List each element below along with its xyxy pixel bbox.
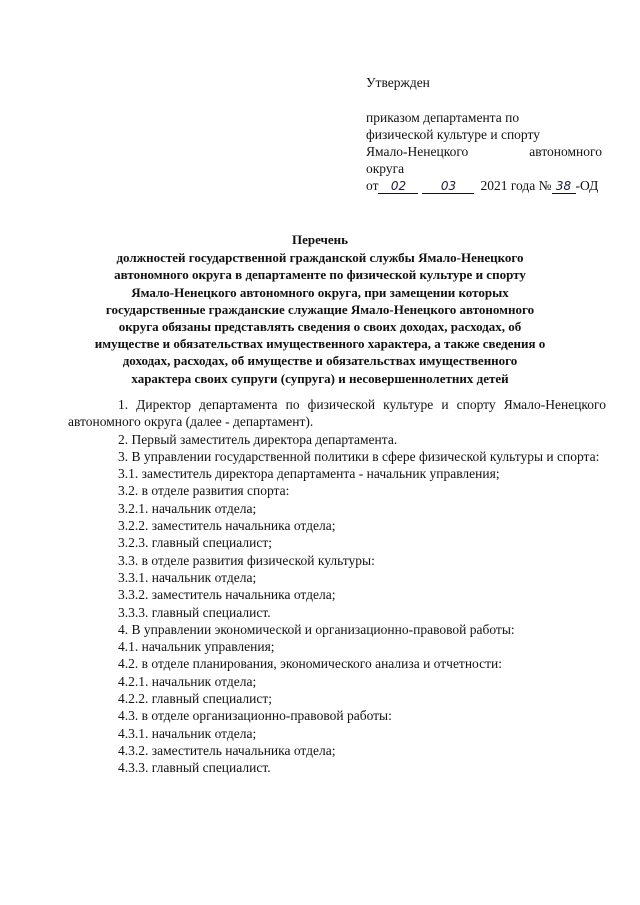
list-item: 1. Директор департамента по физической культуре и спорту Ямало-Ненецкого автономного округа (далее - департамент). bbox=[68, 397, 606, 430]
date-prefix: от bbox=[366, 178, 379, 193]
subtitle-line: должностей государственной гражданской службы Ямало-Ненецкого bbox=[116, 250, 524, 266]
approval-line-3 bbox=[366, 143, 602, 160]
subtitle-line: характера своих супруги (супруга) и несовершеннолетних детей bbox=[131, 370, 509, 386]
approval-line-1: приказом департамента по bbox=[366, 110, 520, 125]
subtitle-line: автономного округа в департаменте по физической культуре и спорту bbox=[114, 267, 526, 283]
list-item: 3.1. заместитель директора департамента - начальник управления; bbox=[118, 466, 500, 482]
list-item: 3.2. в отделе развития спорта: bbox=[118, 483, 290, 499]
list-item: 4.2.1. начальник отдела; bbox=[118, 673, 257, 689]
approval-block bbox=[366, 74, 602, 194]
list-item: 3. В управлении государственной политики в сфере физической культуры и спорта: bbox=[118, 448, 600, 464]
handwritten-day: 02 bbox=[378, 179, 418, 194]
list-item: 3.2.3. главный специалист; bbox=[118, 535, 272, 551]
list-item: 4. В управлении экономической и организационно-правовой работы: bbox=[118, 621, 515, 637]
document-subtitle bbox=[86, 249, 554, 387]
subtitle-line: имуществе и обязательствах имущественного характера, а также сведения о bbox=[94, 336, 546, 352]
list-item: 4.2.2. главный специалист; bbox=[118, 691, 272, 707]
list-item: 4.3.2. заместитель начальника отдела; bbox=[118, 742, 336, 758]
list-item: 4.3.1. начальник отдела; bbox=[118, 725, 257, 741]
list-item: 4.3.3. главный специалист. bbox=[118, 760, 271, 776]
document-title-block bbox=[86, 231, 554, 387]
subtitle-line: округа обязаны представлять сведения о своих доходах, расходах, об bbox=[118, 319, 522, 335]
list-item: 2. Первый заместитель директора департамента. bbox=[118, 431, 398, 447]
subtitle-line: доходах, расходах, об имуществе и обязательствах имущественного bbox=[122, 353, 518, 369]
subtitle-line: Ямало-Ненецкого автономного округа, при замещении которых bbox=[131, 284, 509, 300]
list-item: 3.3.1. начальник отдела; bbox=[118, 569, 257, 585]
list-item: 4.3. в отделе организационно-правовой работы: bbox=[118, 708, 392, 724]
document-heading: Перечень bbox=[291, 232, 349, 247]
list-item: 3.2.2. заместитель начальника отдела; bbox=[118, 518, 336, 534]
approved-label: Утвержден bbox=[366, 75, 430, 90]
subtitle-line: государственные гражданские служащие Ямало-Ненецкого автономного bbox=[105, 301, 535, 317]
list-item: 3.3. в отделе развития физической культуры: bbox=[118, 552, 375, 568]
list-item: 4.2. в отделе планирования, экономического анализа и отчетности: bbox=[118, 656, 503, 672]
approval-okrug-right: автономного bbox=[529, 144, 602, 159]
approval-line-4: округа bbox=[366, 161, 405, 176]
order-suffix: -ОД bbox=[575, 178, 599, 193]
list-item: 4.1. начальник управления; bbox=[118, 639, 275, 655]
handwritten-month: 03 bbox=[422, 179, 474, 194]
handwritten-order-number: 38 bbox=[552, 179, 576, 194]
list-item: 3.2.1. начальник отдела; bbox=[118, 500, 257, 516]
positions-list bbox=[68, 394, 606, 777]
approval-date-line bbox=[366, 177, 602, 194]
list-item: 3.3.2. заместитель начальника отдела; bbox=[118, 587, 336, 603]
list-item: 3.3.3. главный специалист. bbox=[118, 604, 271, 620]
approval-okrug-left: Ямало-Ненецкого bbox=[366, 144, 469, 159]
date-year-text: 2021 года № bbox=[480, 178, 552, 193]
approval-line-2: физической культуре и спорту bbox=[366, 127, 540, 142]
